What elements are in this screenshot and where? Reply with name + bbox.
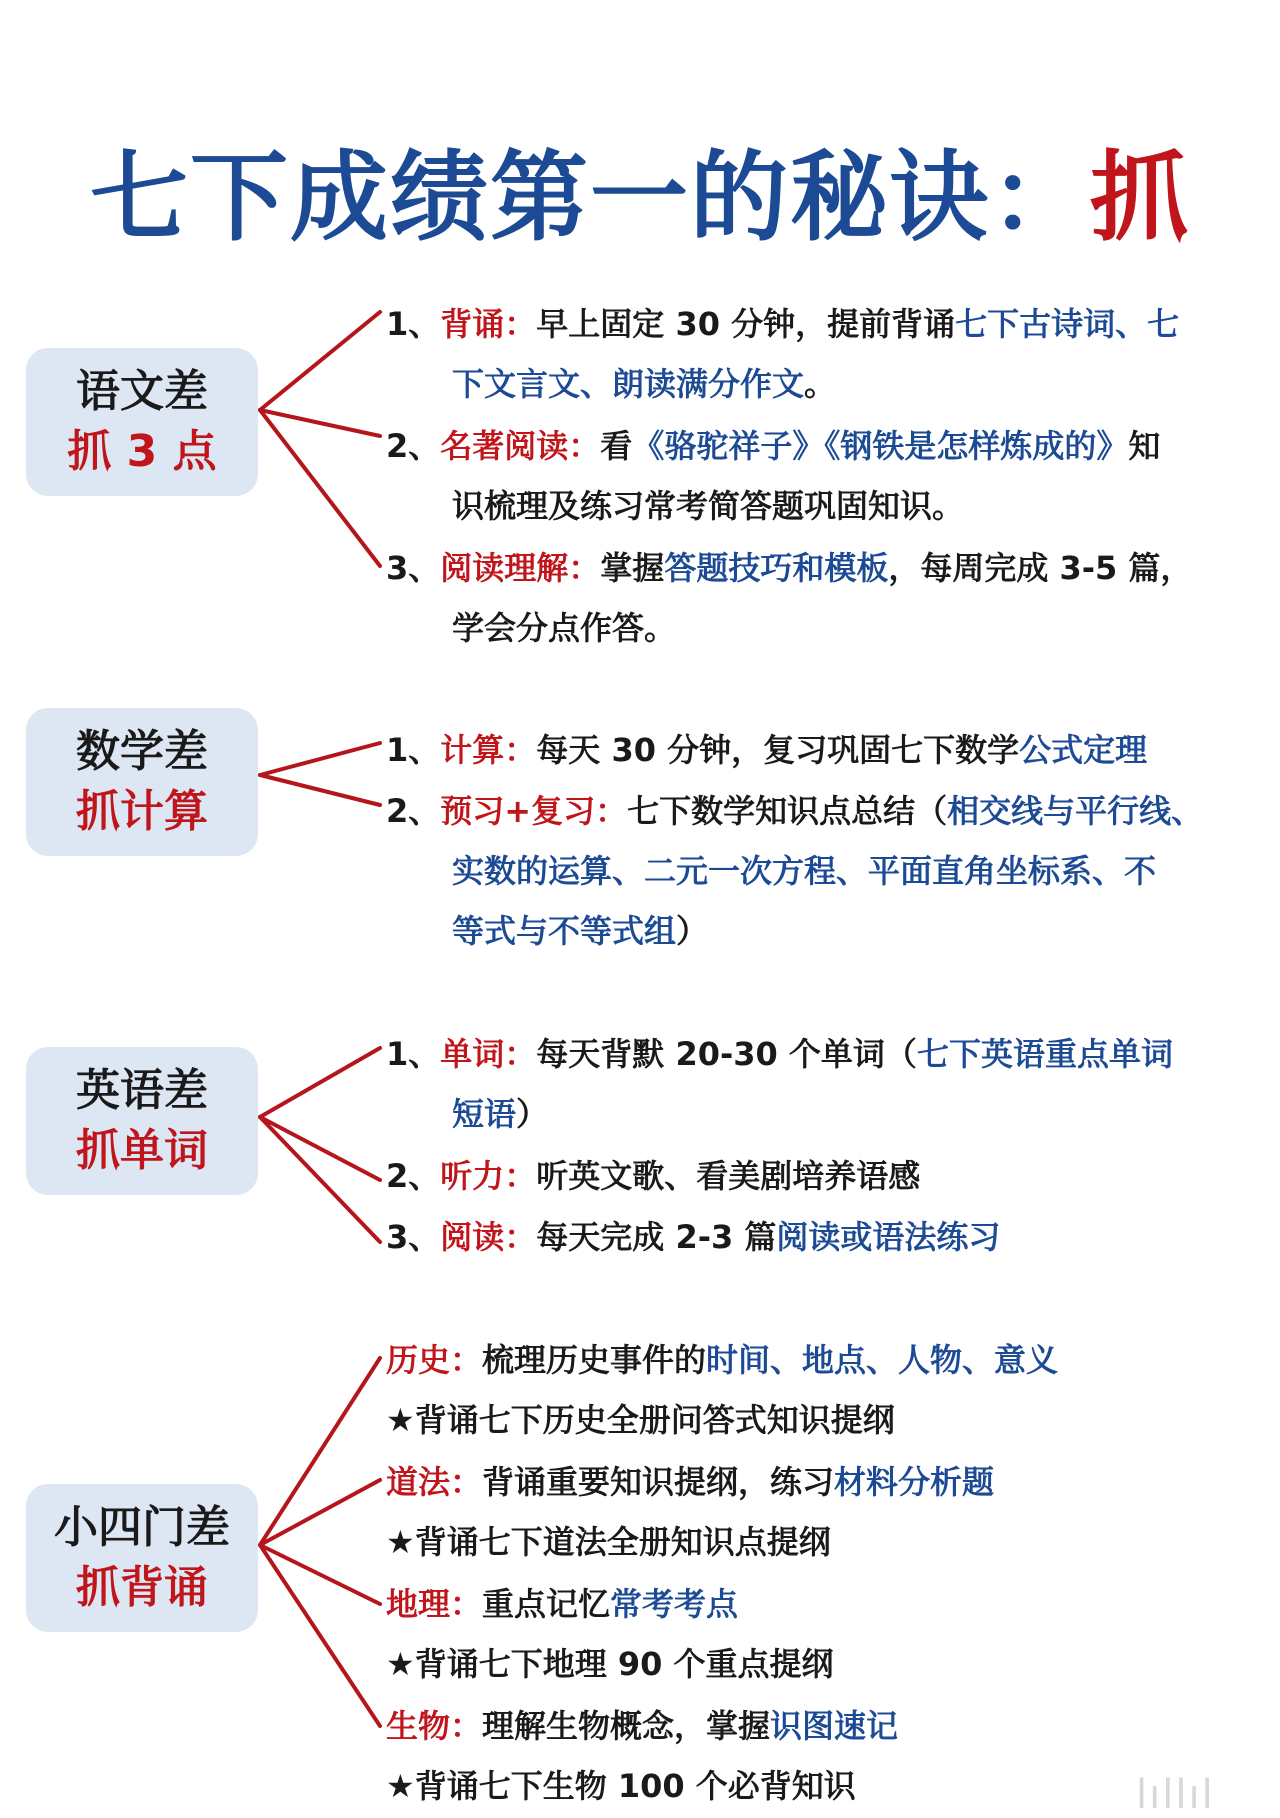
list-item <box>386 1024 1173 1144</box>
branch-line <box>260 1358 380 1545</box>
label-focus: 抓 3 点 <box>67 426 217 477</box>
item-key: 背诵： <box>440 305 537 343</box>
item-text: ，每周完成 3-5 篇， <box>888 549 1193 587</box>
item-text: 知 <box>1128 427 1161 465</box>
label-subject: 语文差 <box>76 366 208 417</box>
branch-line <box>260 1545 380 1726</box>
item-text: 每天背默 20-30 个单词（ <box>536 1035 917 1073</box>
item-text: 重点记忆 <box>482 1585 611 1623</box>
branch-line <box>260 312 380 410</box>
star-item: ★背诵七下历史全册问答式知识提纲 <box>386 1401 895 1439</box>
item-number: 3、 <box>386 549 441 587</box>
item-key: 道法： <box>386 1463 483 1501</box>
item-number: 2、 <box>386 1157 441 1195</box>
item-key: 听力： <box>440 1157 537 1195</box>
list-item <box>386 1207 1000 1267</box>
label-focus: 抓计算 <box>76 786 208 837</box>
item-highlight: 短语 <box>452 1095 517 1133</box>
branch-line <box>260 1117 380 1180</box>
item-text: 。 <box>804 365 837 403</box>
item-number: 2、 <box>386 427 441 465</box>
label-subject: 数学差 <box>76 726 208 777</box>
item-number: 3、 <box>386 1218 441 1256</box>
item-text: 每天完成 2-3 篇 <box>536 1218 777 1256</box>
item-highlight: 实数的运算、二元一次方程、平面直角坐标系、不 <box>452 852 1157 890</box>
branch-line <box>260 1117 380 1242</box>
item-highlight: 《骆驼祥子》《钢铁是怎样炼成的》 <box>632 427 1129 465</box>
item-highlight: 时间、地点、人物、意义 <box>706 1341 1059 1379</box>
item-highlight: 公式定理 <box>1019 731 1148 769</box>
list-item <box>386 1574 834 1694</box>
item-key: 阅读： <box>440 1218 537 1256</box>
section-label-minor-subjects <box>26 1484 258 1632</box>
item-text: ） <box>676 912 709 950</box>
item-key: 名著阅读： <box>440 427 601 465</box>
item-key: 预习+复习： <box>440 792 628 830</box>
item-key: 历史： <box>386 1341 483 1379</box>
title-highlight: 抓 <box>1090 141 1191 255</box>
item-number: 1、 <box>386 305 441 343</box>
item-number: 1、 <box>386 731 441 769</box>
list-item <box>386 1452 994 1572</box>
branch-line <box>260 743 380 775</box>
item-text: 七下数学知识点总结（ <box>627 792 948 830</box>
item-key: 计算： <box>440 731 537 769</box>
list-item <box>386 294 1179 414</box>
item-text: 每天 30 分钟，复习巩固七下数学 <box>536 731 1020 769</box>
item-highlight: 常考考点 <box>610 1585 739 1623</box>
section-label-math <box>26 708 258 856</box>
list-item <box>386 1696 898 1816</box>
item-text: 掌握 <box>600 549 665 587</box>
branch-line <box>260 775 380 805</box>
star-item: ★背诵七下生物 100 个必背知识 <box>386 1767 856 1805</box>
label-subject: 小四门差 <box>54 1502 230 1553</box>
item-text: 背诵重要知识提纲，练习 <box>482 1463 835 1501</box>
list-item <box>386 1146 920 1206</box>
item-text: ） <box>516 1095 549 1133</box>
item-text: 听英文歌、看美剧培养语感 <box>536 1157 921 1195</box>
title-main: 七下成绩第一的秘诀： <box>89 141 1090 255</box>
item-key: 生物： <box>386 1707 483 1745</box>
star-item: ★背诵七下地理 90 个重点提纲 <box>386 1645 834 1683</box>
list-item <box>386 538 1192 658</box>
section-label-chinese <box>26 348 258 496</box>
item-highlight: 相交线与平行线、 <box>947 792 1204 830</box>
item-number: 2、 <box>386 792 441 830</box>
item-key: 阅读理解： <box>440 549 601 587</box>
item-highlight: 阅读或语法练习 <box>776 1218 1001 1256</box>
section-label-english <box>26 1047 258 1195</box>
star-item: ★背诵七下道法全册知识点提纲 <box>386 1523 831 1561</box>
label-focus: 抓单词 <box>76 1125 208 1176</box>
watermark: lıllıl <box>1136 1772 1215 1818</box>
list-item <box>386 720 1147 780</box>
item-text: 早上固定 30 分钟，提前背诵 <box>536 305 956 343</box>
item-number: 1、 <box>386 1035 441 1073</box>
label-subject: 英语差 <box>76 1065 208 1116</box>
item-text: 梳理历史事件的 <box>482 1341 707 1379</box>
item-highlight: 材料分析题 <box>834 1463 995 1501</box>
branch-line <box>260 1480 380 1545</box>
list-item <box>386 1330 1058 1450</box>
item-highlight: 识图速记 <box>770 1707 899 1745</box>
item-text: 看 <box>600 427 633 465</box>
item-text: 学会分点作答。 <box>452 609 677 647</box>
list-item <box>386 416 1160 536</box>
item-highlight: 等式与不等式组 <box>452 912 677 950</box>
item-highlight: 下文言文、朗读满分作文 <box>452 365 805 403</box>
item-key: 地理： <box>386 1585 483 1623</box>
item-text: 理解生物概念，掌握 <box>482 1707 771 1745</box>
item-text: 识梳理及练习常考简答题巩固知识。 <box>452 487 965 525</box>
item-key: 单词： <box>440 1035 537 1073</box>
item-highlight: 七下古诗词、七 <box>955 305 1180 343</box>
item-highlight: 七下英语重点单词 <box>916 1035 1173 1073</box>
list-item <box>386 781 1203 961</box>
item-highlight: 答题技巧和模板 <box>664 549 889 587</box>
branch-line <box>260 1048 380 1117</box>
label-focus: 抓背诵 <box>76 1562 208 1613</box>
